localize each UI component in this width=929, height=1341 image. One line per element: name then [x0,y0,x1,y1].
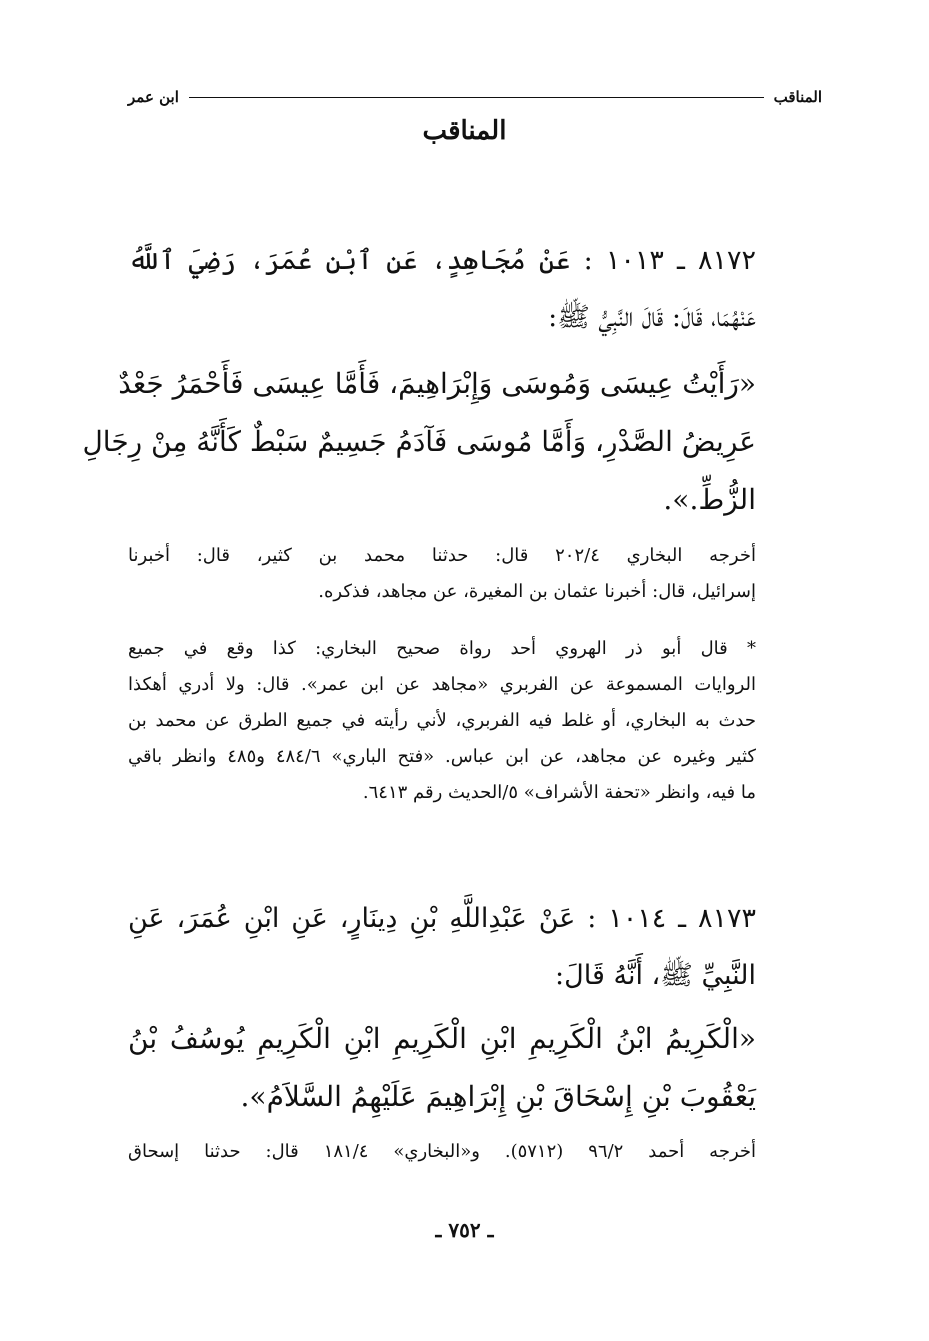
header-narrator: ابن عمر [128,88,179,106]
header-rule [189,97,764,98]
chapter-title: المناقب [422,116,507,146]
footnote-2-line: كثير وغيره عن مجاهد، عن ابن عباس. «فتح الباري» ٤٨٤/٦ و٤٨٥ وانظر باقي [128,746,756,767]
footnote-2-line: الروايات المسموعة عن الفربري «مجاهد عن ابن عمر». قال: ولا أدري أهكذا [128,674,756,695]
hadith-2-intro-line: ٨١٧٣ ـ ١٠١٤ : عَنْ عَبْدِاللَّهِ بْنِ دِينَارٍ، عَنِ ابْنِ عُمَرَ، عَنِ [128,903,756,934]
footnote-1-line: إسرائيل، قال: أخبرنا عثمان بن المغيرة، عن مجاهد، فذكره. [318,581,756,602]
footnote-2-line: * قال أبو ذر الهروي أحد رواة صحيح البخاري: كذا وقع في جميع [128,638,756,659]
footnote-1 [128,538,756,610]
footnote-2 [128,631,756,811]
hadith-1-intro-line: عَنْهُمَا، قَالَ: قَالَ النَّبِيُّ ﷺ: [548,302,756,333]
footnote-2-line: ما فيه، وانظر «تحفة الأشراف» ٥/الحديث رقم ٦٤١٣. [362,782,756,803]
hadith-1-intro [128,232,756,346]
hadith-1-intro-line: ٨١٧٢ ـ ١٠١٣ : عَنْ مُجَاهِدٍ، عَنِ ٱبْنِ عُمَرَ، رَضِيَ ٱللَّهُ [128,245,757,276]
footnote-3 [128,1134,756,1170]
hadith-2-intro [128,890,756,1004]
header-chapter: المناقب [773,88,822,106]
footnote-3-line: أخرجه أحمد ٩٦/٢ (٥٧١٢). و«البخاري» ١٨١/٤ قال: حدثنا إسحاق [128,1141,757,1162]
hadith-2-text-line: «الْكَرِيمُ ابْنُ الْكَرِيمِ ابْنِ الْكَرِيمِ ابْنِ الْكَرِيمِ يُوسُفُ بْنُ [128,1022,756,1055]
page-number: ـ ٧٥٢ ـ [435,1218,494,1242]
footnote-2-line: حدث به البخاري، أو غلط فيه الفربري، لأني رأيته في جميع الطرق عن محمد بن [128,710,756,731]
hadith-2-intro-line: النَّبِيِّ ﷺ، أَنَّهُ قَالَ: [555,960,756,991]
hadith-2-text [128,1010,756,1126]
running-header [128,86,822,108]
hadith-2-text-line: يَعْقُوبَ بْنِ إِسْحَاقَ بْنِ إِبْرَاهِيمَ عَلَيْهِمُ السَّلاَمُ». [240,1080,756,1113]
hadith-1-text-line: الزُّطِّ.». [663,483,756,516]
hadith-1-text [82,355,756,529]
hadith-1-text-line: عَرِيضُ الصَّدْرِ، وَأَمَّا مُوسَى فَآدَمُ جَسِيمٌ سَبْطٌ كَأَنَّهُ مِنْ رِجَالِ [82,425,756,458]
footnote-1-line: أخرجه البخاري ٢٠٢/٤ قال: حدثنا محمد بن كثير، قال: أخبرنا [128,545,756,566]
hadith-1-text-line: «رَأَيْتُ عِيسَى وَمُوسَى وَإِبْرَاهِيمَ، فَأَمَّا عِيسَى فَأَحْمَرُ جَعْدٌ [118,367,756,400]
